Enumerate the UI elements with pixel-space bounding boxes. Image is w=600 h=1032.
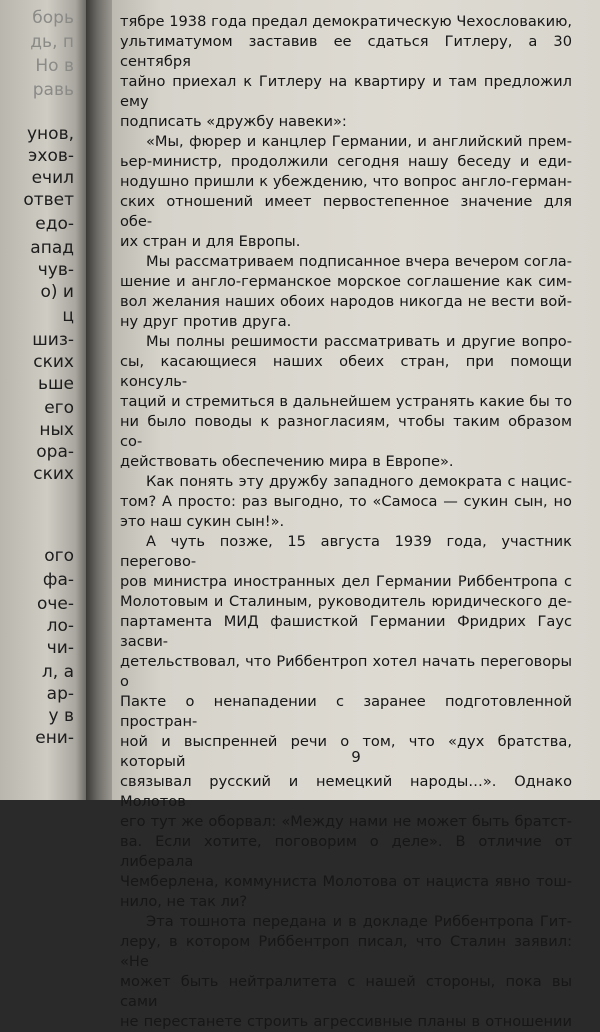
left-page-fragment: ечил [31, 168, 74, 188]
text-line: ьер-министр, продолжили сегодня нашу беседу и еди- [120, 153, 572, 170]
text-line: ских отношений имеет первостепенное значение для обе- [120, 193, 572, 230]
left-page-edge [0, 0, 86, 800]
left-page-fragment: ных [39, 420, 74, 440]
left-page-fragment: борь [32, 8, 74, 28]
paragraph [120, 12, 572, 132]
text-line: детельствовал, что Риббентроп хотел начать переговоры о [120, 653, 572, 690]
text-line: ной и выспренней речи о том, что «дух братства, который [120, 733, 572, 770]
left-page-fragment: ло- [46, 616, 74, 636]
text-line: подписать «дружбу навеки»: [120, 113, 347, 130]
paragraph [120, 132, 572, 252]
text-line: может быть нейтралитета с нашей стороны, пока вы сами [120, 973, 572, 1010]
text-line: тайно приехал к Гитлеру на квартиру и там предложил ему [120, 73, 572, 110]
left-page-fragment: шиз- [32, 330, 74, 350]
left-page-fragment: апад [30, 238, 74, 258]
paragraph [120, 912, 572, 1032]
left-page-fragment: оче- [36, 594, 74, 614]
text-line: А чуть позже, 15 августа 1939 года, участник перегово- [120, 533, 572, 570]
text-line: нодушно пришли к убеждению, что вопрос англо-герман- [120, 173, 572, 190]
text-line: сы, касающиеся наших обеих стран, при помощи консуль- [120, 353, 572, 390]
text-line: нило, не так ли? [120, 893, 248, 910]
text-line: ва. Если хотите, поговорим о деле». В отличие от либерала [120, 833, 572, 870]
text-line: леру, в котором Риббентроп писал, что Сталин заявил: «Не [120, 933, 572, 970]
left-page-fragment: чув- [37, 260, 74, 280]
text-line: действовать обеспечению мира в Европе». [120, 453, 454, 470]
left-page-fragment: его [44, 398, 74, 418]
text-line: ну друг против друга. [120, 313, 292, 330]
right-page [112, 0, 600, 1030]
left-page-fragment: чи- [46, 638, 74, 658]
page-text [120, 12, 572, 1032]
text-line: ультиматумом заставив ее сдаться Гитлеру, а 30 сентября [120, 33, 572, 70]
left-page-fragment: о) и [40, 282, 74, 302]
text-line: шение и англо-германское морское соглашение как сим- [120, 273, 572, 290]
text-line: партамента МИД фашисткой Германии Фридрих Гаус засви- [120, 613, 572, 650]
text-line: Чемберлена, коммуниста Молотова от нациста явно тош- [120, 873, 572, 890]
left-page-fragment: ц [62, 306, 74, 326]
text-line: его тут же оборвал: «Между нами не может быть братст- [120, 813, 572, 830]
text-line: ров министра иностранных дел Германии Риббентропа с [120, 573, 572, 590]
paragraph [120, 332, 572, 472]
text-line: не перестанете строить агрессивные планы в отношении [120, 1013, 572, 1030]
left-page-fragment: ответ [23, 190, 74, 210]
text-line: их стран и для Европы. [120, 233, 301, 250]
left-page-fragment: унов, [27, 124, 74, 144]
left-page-fragment: у в [48, 706, 74, 726]
left-page-fragment: ар- [46, 684, 74, 704]
paragraph [120, 472, 572, 532]
left-page-fragment: ени- [35, 728, 74, 748]
text-line: таций и стремиться в дальнейшем устранять какие бы то [120, 393, 572, 410]
left-page-fragment: фа- [42, 570, 74, 590]
text-line: Пакте о ненападении с заранее подготовленной простран- [120, 693, 572, 730]
book-gutter [86, 0, 112, 800]
paragraph [120, 252, 572, 332]
text-line: Мы рассматриваем подписанное вчера вечером согла- [146, 253, 572, 270]
text-line: связывал русский и немецкий народы…». Однако Молотов [120, 773, 572, 810]
left-page-fragment: ого [44, 546, 74, 566]
text-line: том? А просто: раз выгодно, то «Самоса — сукин сын, но [120, 493, 572, 510]
left-page-fragment: ьше [37, 374, 74, 394]
paragraph [120, 532, 572, 912]
text-line: это наш сукин сын!». [120, 513, 285, 530]
text-line: Молотовым и Сталиным, руководитель юридического де- [120, 593, 572, 610]
text-line: ни было поводы к разногласиям, чтобы таким образом со- [120, 413, 572, 450]
left-page-fragment: л, а [41, 662, 74, 682]
text-line: Как понять эту дружбу западного демократа с нацис- [146, 473, 572, 490]
left-page-fragment: ских [33, 352, 74, 372]
left-page-fragment: ора- [36, 442, 74, 462]
left-page-fragment: эхов- [28, 146, 74, 166]
left-page-fragment: едо- [35, 214, 74, 234]
left-page-fragment: ских [33, 464, 74, 484]
page-number: 9 [351, 748, 361, 766]
text-line: Мы полны решимости рассматривать и другие вопро- [146, 333, 572, 350]
text-line: Эта тошнота передана и в докладе Риббентропа Гит- [146, 913, 572, 930]
left-page-fragment: дь, п [30, 32, 74, 52]
text-line: тябре 1938 года предал демократическую Чехословакию, [120, 13, 572, 30]
left-page-fragment: Но в [35, 56, 74, 76]
text-line: вол желания наших обоих народов никогда не вести вой- [120, 293, 572, 310]
text-line: «Мы, фюрер и канцлер Германии, и английский прем- [146, 133, 572, 150]
left-page-fragment: равь [32, 80, 74, 100]
